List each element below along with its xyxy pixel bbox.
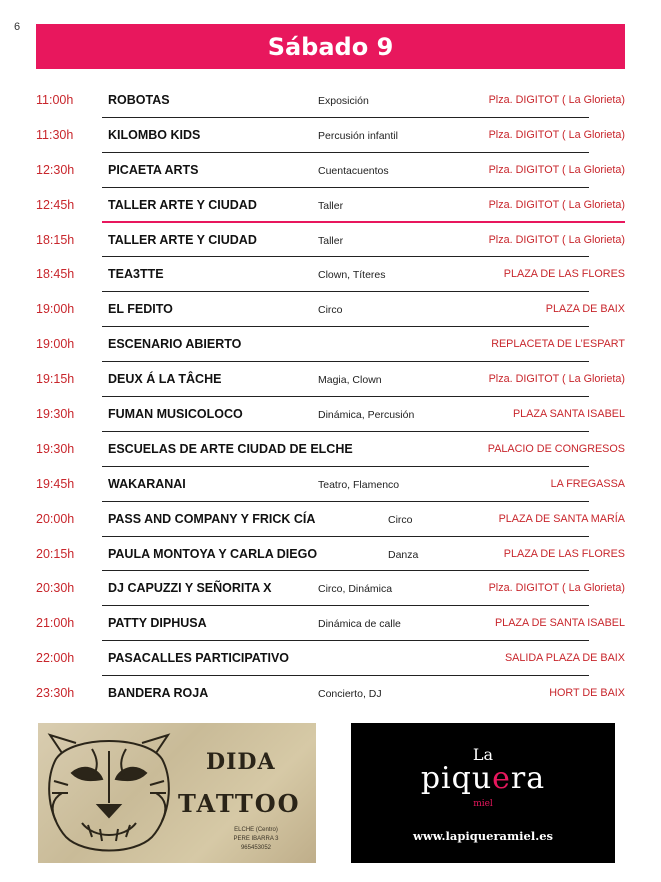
event-row: [36, 292, 625, 327]
day-banner: [36, 24, 625, 69]
event-name: KILOMBO KIDS: [108, 127, 201, 142]
event-name: FUMAN MUSICOLOCO: [108, 407, 243, 422]
event-row: [36, 257, 625, 292]
event-type: Magia, Clown: [318, 374, 382, 387]
event-row: [36, 641, 625, 676]
event-place: SALIDA PLAZA DE BAIX: [504, 652, 625, 665]
event-row: [36, 606, 625, 641]
event-time: 19:30h: [36, 407, 75, 422]
event-type: Circo, Dinámica: [318, 583, 393, 596]
event-time: 12:30h: [36, 162, 75, 177]
event-time: 19:15h: [36, 372, 75, 387]
event-time: 18:15h: [36, 232, 75, 247]
event-time: 19:45h: [36, 476, 75, 491]
honey-url-link[interactable]: www.lapiqueramiel.es: [412, 829, 554, 843]
event-row: [36, 83, 625, 118]
event-name: TEA3TTE: [108, 267, 164, 282]
event-time: 11:30h: [36, 127, 74, 142]
event-type: Dinámica, Percusión: [318, 409, 415, 422]
event-place: PLAZA DE SANTA ISABEL: [494, 617, 625, 630]
honey-brand-name: [351, 761, 615, 796]
tattoo-brand-line2: TATTOO: [178, 789, 301, 818]
honey-brand-sub: miel: [473, 799, 493, 809]
event-row: [36, 118, 625, 153]
event-type: Concierto, DJ: [318, 688, 382, 701]
event-time: 12:45h: [36, 197, 75, 212]
event-name: BANDERA ROJA: [108, 686, 209, 701]
event-type: Taller: [318, 199, 344, 212]
tattoo-street: PERE IBARRA 3: [233, 836, 279, 842]
event-row: [36, 676, 625, 711]
event-time: 20:30h: [36, 581, 75, 596]
event-name: PATTY DIPHUSA: [108, 616, 207, 631]
event-type: Circo: [318, 304, 343, 317]
event-name: DEUX Á LA TÂCHE: [108, 372, 222, 387]
tiger-illustration: [42, 729, 176, 859]
event-place: Plza. DIGITOT ( La Glorieta): [488, 233, 625, 246]
event-place: PLAZA SANTA ISABEL: [512, 408, 625, 421]
event-place: PLAZA DE LAS FLORES: [503, 547, 625, 560]
event-place: PLAZA DE BAIX: [545, 303, 625, 316]
day-title: Sábado 9: [267, 32, 394, 61]
event-place: Plza. DIGITOT ( La Glorieta): [488, 198, 625, 211]
event-name: TALLER ARTE Y CIUDAD: [108, 197, 257, 212]
event-row: [36, 223, 625, 258]
event-row: [36, 432, 625, 467]
tattoo-phone: 965453052: [240, 845, 272, 851]
event-place: LA FREGASSA: [550, 477, 625, 490]
event-name: WAKARANAI: [108, 476, 186, 491]
event-name: ESCENARIO ABIERTO: [108, 337, 242, 352]
event-name: EL FEDITO: [108, 302, 173, 317]
event-time: 21:00h: [36, 616, 75, 631]
event-name: PAULA MONTOYA Y CARLA DIEGO: [108, 546, 318, 561]
event-time: 18:45h: [36, 267, 75, 282]
event-time: 11:00h: [36, 93, 74, 107]
event-type: Taller: [318, 234, 344, 247]
event-name: ROBOTAS: [108, 93, 170, 107]
event-schedule: [36, 83, 625, 711]
event-name: PASACALLES PARTICIPATIVO: [108, 651, 290, 666]
event-time: 20:15h: [36, 546, 75, 561]
event-place: Plza. DIGITOT ( La Glorieta): [488, 373, 625, 386]
event-type: Teatro, Flamenco: [318, 478, 400, 491]
event-type: Danza: [388, 548, 419, 561]
event-type: Percusión infantil: [318, 129, 398, 142]
honey-brand-part-a: piqu: [420, 761, 493, 796]
event-row: [36, 502, 625, 537]
dida-tattoo-ad: [38, 723, 316, 863]
tattoo-city: ELCHE (Centro): [234, 827, 278, 833]
event-place: Plza. DIGITOT ( La Glorieta): [488, 582, 625, 595]
event-type: Circo: [388, 513, 413, 526]
event-row: [36, 537, 625, 572]
event-place: PALACIO DE CONGRESOS: [487, 442, 625, 455]
event-time: 20:00h: [36, 511, 75, 526]
la-piquera-ad: [351, 723, 615, 863]
event-row: [36, 362, 625, 397]
event-type: Exposición: [318, 95, 369, 107]
event-row: [36, 571, 625, 606]
event-name: ESCUELAS DE ARTE CIUDAD DE ELCHE: [108, 441, 353, 456]
event-type: Dinámica de calle: [318, 618, 401, 631]
event-time: 19:30h: [36, 441, 75, 456]
page-number: 6: [14, 21, 21, 33]
event-name: PASS AND COMPANY Y FRICK CÍA: [108, 511, 316, 526]
honey-brand-part-c: ra: [510, 761, 546, 796]
event-place: HORT DE BAIX: [549, 687, 625, 700]
event-row: [36, 188, 625, 223]
event-time: 23:30h: [36, 686, 75, 701]
event-place: Plza. DIGITOT ( La Glorieta): [488, 128, 625, 141]
event-place: Plza. DIGITOT ( La Glorieta): [488, 94, 625, 106]
event-time: 22:00h: [36, 651, 75, 666]
event-row: [36, 467, 625, 502]
event-time: 19:00h: [36, 337, 75, 352]
event-name: PICAETA ARTS: [108, 162, 199, 177]
event-type: Clown, Títeres: [318, 269, 386, 282]
event-place: REPLACETA DE L’ESPART: [491, 338, 625, 351]
event-name: DJ CAPUZZI Y SEÑORITA X: [108, 581, 272, 596]
tattoo-brand-line1: DIDA: [206, 749, 276, 775]
honey-brand-part-b: e: [492, 761, 511, 796]
event-row: [36, 327, 625, 362]
event-place: Plza. DIGITOT ( La Glorieta): [488, 163, 625, 176]
event-type: Cuentacuentos: [318, 164, 389, 177]
event-place: PLAZA DE SANTA MARÍA: [498, 512, 625, 525]
event-row: [36, 397, 625, 432]
event-place: PLAZA DE LAS FLORES: [503, 268, 625, 281]
honey-brand-prefix: La: [472, 745, 494, 764]
event-row: [36, 153, 625, 188]
event-name: TALLER ARTE Y CIUDAD: [108, 232, 257, 247]
event-time: 19:00h: [36, 302, 75, 317]
